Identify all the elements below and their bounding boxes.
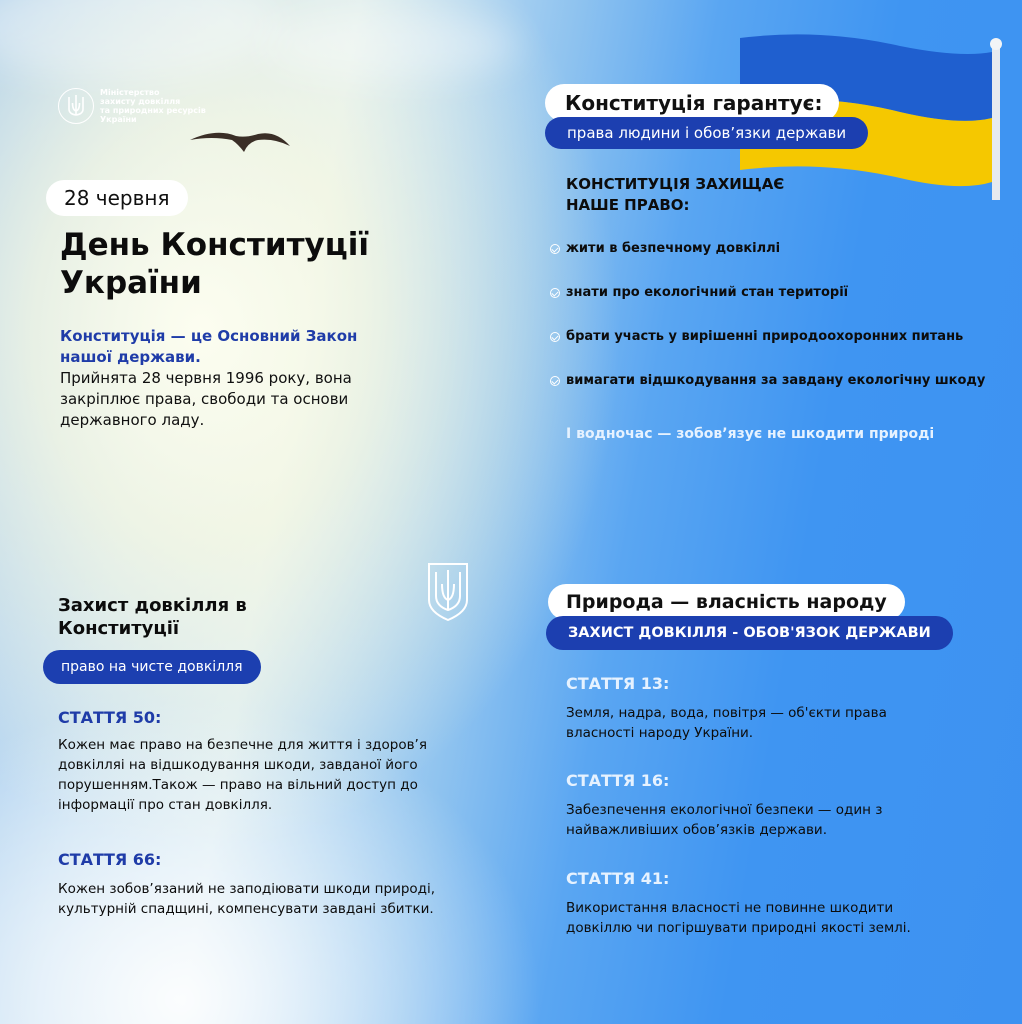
list-item (550, 240, 1010, 284)
meanwhile-note: І водночас — зобов’язує не шкодити природі (566, 426, 935, 442)
right-label: брати участь у вирішенні природоохоронних питань (566, 329, 964, 344)
cloud-decor (0, 0, 280, 80)
right-label: знати про екологічний стан території (566, 285, 849, 300)
list-item (550, 328, 1010, 372)
date-pill: 28 червня (46, 180, 188, 216)
article-13-head: СТАТТЯ 13: (566, 674, 670, 693)
ministry-name (100, 88, 210, 124)
ministry-name-line: України (100, 115, 137, 124)
environment-title: Захист довкілля в Конституції (58, 595, 247, 639)
article-16-head: СТАТТЯ 16: (566, 771, 670, 790)
article-66-text: Кожен зобов’язаний не заподіювати шкоди природі, культурній спадщині, компенсувати завдані збитки. (58, 881, 436, 917)
ministry-name-line: та природних ресурсів (100, 106, 206, 115)
page-title: День Конституції України (60, 227, 369, 301)
guarantees-subtitle: права людини і обов’язки держави (545, 117, 868, 149)
article-41-text: Використання власності не повинне шкодити довкіллю чи погіршувати природні якості землі. (566, 900, 911, 936)
check-icon (550, 244, 560, 254)
rights-list (550, 240, 1010, 416)
article-50-head: СТАТТЯ 50: (58, 708, 162, 727)
intro-highlight: Конституція — це Основний Закон нашої держави. (60, 327, 358, 366)
article-66-head: СТАТТЯ 66: (58, 850, 162, 869)
cloud-decor (260, 10, 520, 80)
trident-icon (425, 560, 471, 622)
list-item (550, 284, 1010, 328)
ministry-logo (58, 88, 210, 124)
protect-title: КОНСТИТУЦІЯ ЗАХИЩАЄ НАШЕ ПРАВО: (566, 175, 785, 214)
article-13-text: Земля, надра, вода, повітря — об'єкти права власності народу України. (566, 705, 887, 741)
right-label: вимагати відшкодування за завдану екологічну шкоду (566, 373, 986, 388)
right-label: жити в безпечному довкіллі (566, 241, 781, 256)
ministry-name-line: Міністерство (100, 88, 160, 97)
trident-icon (58, 88, 94, 124)
article-50-text: Кожен має право на безпечне для життя і здоров’я довкілляі на відшкодування шкоди, завданої його порушенням.Також — право на вільний доступ до інформації про стан довкілля. (58, 737, 427, 813)
article-41-head: СТАТТЯ 41: (566, 869, 670, 888)
check-icon (550, 288, 560, 298)
intro-text: Прийнята 28 червня 1996 року, вона закріплює права, свободи та основи державного ладу. (60, 369, 352, 429)
check-icon (550, 376, 560, 386)
check-icon (550, 332, 560, 342)
nature-title: Природа — власність народу (548, 584, 905, 620)
article-16-text: Забезпечення екологічної безпеки — один з найважливіших обов’язків держави. (566, 802, 883, 838)
environment-pill: право на чисте довкілля (43, 650, 261, 684)
ministry-name-line: захисту довкілля (100, 97, 181, 106)
nature-subtitle: ЗАХИСТ ДОВКІЛЛЯ - ОБОВ'ЯЗОК ДЕРЖАВИ (546, 616, 953, 650)
list-item (550, 372, 1010, 416)
bird-icon (188, 126, 292, 158)
guarantees-title: Конституція гарантує: (545, 84, 839, 122)
